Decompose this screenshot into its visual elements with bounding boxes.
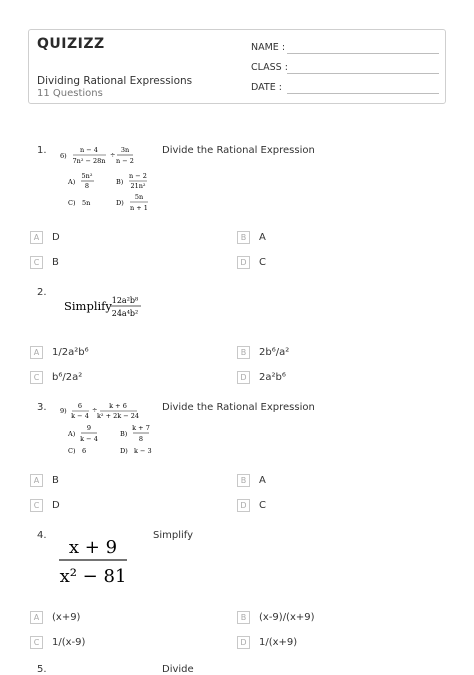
q1-choice-a-num: 5n²	[81, 172, 93, 180]
option-letter-badge: D	[237, 371, 250, 384]
option-letter-badge: B	[237, 231, 250, 244]
q3-expr-den2: k² + 2k − 24	[96, 412, 140, 420]
name-field[interactable]	[251, 42, 439, 54]
q3-choice-a-label: A)	[68, 430, 76, 438]
q1-choice-c-text: 5n	[82, 199, 91, 207]
class-field[interactable]	[251, 62, 439, 74]
quizizz-logo: QUIZIZZ	[37, 36, 105, 52]
question-4-prompt: Simplify	[153, 530, 194, 541]
option-letter-badge: C	[30, 371, 43, 384]
question-1-number: 1.	[37, 145, 47, 156]
option-letter-badge: A	[30, 346, 43, 359]
q3-choice-d-label: D)	[120, 447, 128, 455]
q3-choice-d-text: k − 3	[134, 447, 152, 455]
option-letter-badge: D	[237, 256, 250, 269]
q1-choice-c-label: C)	[68, 199, 76, 207]
q1-choice-b-den: 21n²	[130, 182, 146, 190]
q3-divide-sign: ÷	[92, 406, 98, 414]
question-1-prompt: Divide the Rational Expression	[162, 145, 315, 156]
option-text: A	[259, 475, 266, 486]
option-text: D	[52, 500, 60, 511]
option-letter-badge: B	[237, 611, 250, 624]
worksheet-title: Dividing Rational Expressions	[37, 75, 193, 87]
q2-simplify-word: Simplify	[64, 299, 112, 313]
q1-expr-num2: 3n	[120, 146, 130, 154]
option-text: B	[52, 475, 59, 486]
q1-expr-den: 7n² − 28n	[72, 157, 106, 165]
q1-choice-a-label: A)	[68, 178, 76, 186]
option-letter-badge: A	[30, 611, 43, 624]
option-text: C	[259, 500, 266, 511]
q1-label: 6)	[60, 152, 67, 160]
question-3-image	[58, 400, 158, 458]
option-text: D	[52, 232, 60, 243]
option-letter-badge: D	[237, 499, 250, 512]
option-letter-badge: B	[237, 346, 250, 359]
question-4-number: 4.	[37, 530, 47, 541]
name-label: NAME :	[251, 42, 286, 53]
option-text: (x+9)	[52, 612, 81, 623]
option-text: C	[259, 257, 266, 268]
question-3-number: 3.	[37, 402, 47, 413]
option-letter-badge: D	[237, 636, 250, 649]
question-5-number: 5.	[37, 664, 47, 675]
q3-choice-c-label: C)	[68, 447, 76, 455]
q3-choice-b-den: 8	[138, 435, 144, 443]
date-field[interactable]	[251, 82, 439, 94]
q1-divide-sign: ÷	[110, 151, 116, 159]
q4-denominator: x² − 81	[59, 566, 127, 587]
option-text: B	[52, 257, 59, 268]
q1-expr-num: n − 4	[80, 146, 98, 154]
date-label: DATE :	[251, 82, 282, 93]
q1-choice-a-den: 8	[84, 182, 90, 190]
question-1-image	[58, 144, 158, 216]
option-letter-badge: C	[30, 499, 43, 512]
question-2-image	[62, 293, 152, 321]
option-letter-badge: B	[237, 474, 250, 487]
option-letter-badge: A	[30, 231, 43, 244]
option-text: (x-9)/(x+9)	[259, 612, 315, 623]
q3-label: 9)	[60, 407, 67, 415]
q1-choice-d-label: D)	[116, 199, 124, 207]
option-text: 2b⁶/a²	[259, 347, 290, 358]
q3-choice-c-text: 6	[82, 447, 87, 455]
option-letter-badge: A	[30, 474, 43, 487]
option-text: 1/(x+9)	[259, 637, 298, 648]
option-text: 1/(x-9)	[52, 637, 86, 648]
question-5-prompt: Divide	[162, 664, 194, 675]
option-text: A	[259, 232, 266, 243]
question-4-image	[56, 532, 132, 590]
question-count: 11 Questions	[37, 88, 103, 99]
class-label: CLASS :	[251, 62, 288, 73]
q2-numerator: 12a²b⁸	[111, 296, 139, 305]
q2-denominator: 24a⁴b²	[111, 309, 139, 318]
q4-numerator: x + 9	[68, 537, 118, 558]
q1-choice-b-label: B)	[116, 178, 124, 186]
q1-choice-b-num: n − 2	[129, 172, 147, 180]
worksheet-header	[28, 29, 446, 104]
option-text: 2a²b⁶	[259, 372, 286, 383]
question-2-number: 2.	[37, 287, 47, 298]
q3-choice-a-den: k − 4	[80, 435, 98, 443]
q3-choice-a-num: 9	[86, 424, 92, 432]
q3-choice-b-label: B)	[120, 430, 128, 438]
option-letter-badge: C	[30, 636, 43, 649]
option-text: b⁶/2a²	[52, 372, 83, 383]
q3-expr-den: k − 4	[71, 412, 89, 420]
q1-expr-den2: n − 2	[116, 157, 134, 165]
q1-choice-d-num: 5n	[134, 193, 144, 201]
option-text: 1/2a²b⁶	[52, 347, 89, 358]
question-3-prompt: Divide the Rational Expression	[162, 402, 315, 413]
q1-choice-d-den: n + 1	[130, 204, 148, 212]
q3-expr-num: 6	[77, 402, 83, 410]
q3-choice-b-num: k + 7	[132, 424, 150, 432]
option-letter-badge: C	[30, 256, 43, 269]
q3-expr-num2: k + 6	[109, 402, 127, 410]
